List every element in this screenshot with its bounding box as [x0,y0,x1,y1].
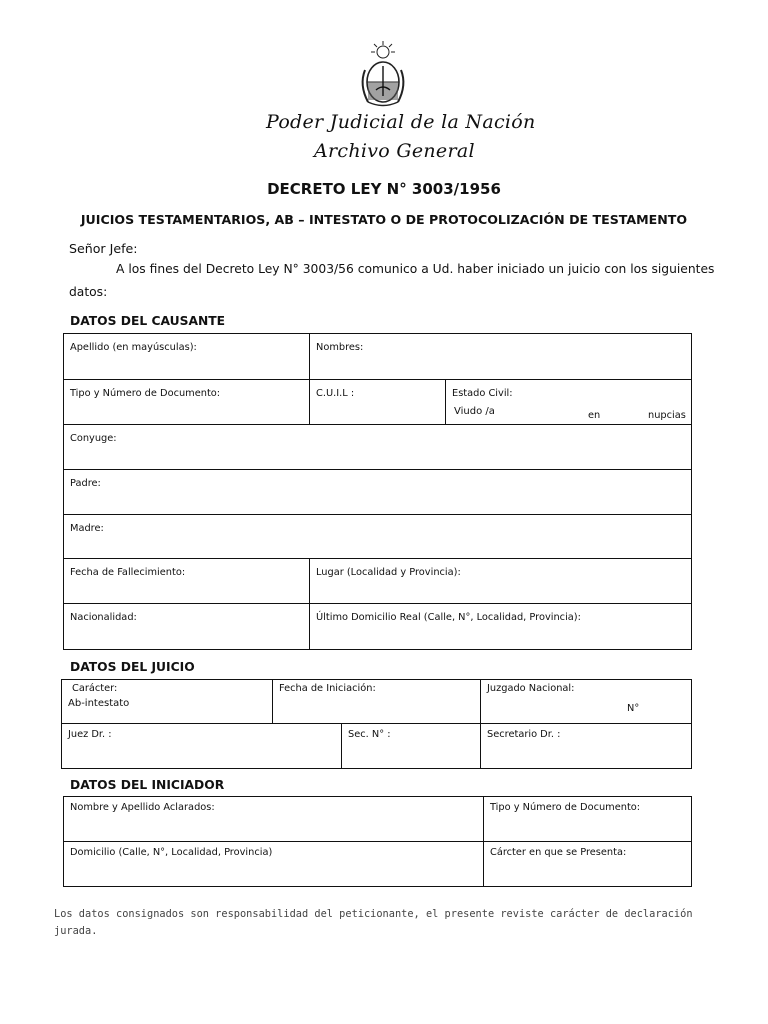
juez-field[interactable]: Juez Dr. : [62,724,342,769]
padre-field[interactable]: Padre: [64,470,692,515]
caracter-field[interactable]: Carácter: Ab-intestato [62,680,273,724]
intro-text: A los fines del Decreto Ley N° 3003/56 comunico a Ud. haber iniciado un juicio con los siguientes [116,262,715,276]
footer-declaration: Los datos consignados son responsabilidad del peticionante, el presente reviste carácter de declaración jurada. [54,908,693,937]
iniciador-table [63,796,692,887]
salutation: Señor Jefe: [69,241,138,256]
nacionalidad-field[interactable]: Nacionalidad: [64,604,310,650]
secretario-field[interactable]: Secretario Dr. : [481,724,692,769]
institution-name: Poder Judicial de la Nación [266,111,536,133]
nombre-iniciador-field[interactable]: Nombre y Apellido Aclarados: [64,797,484,842]
intro-text-continued: datos: [69,285,108,299]
domicilio-real-field[interactable]: Último Domicilio Real (Calle, N°, Localidad, Provincia): [310,604,692,650]
institution-department: Archivo General [314,140,475,162]
domicilio-iniciador-field[interactable]: Domicilio (Calle, N°, Localidad, Provincia) [64,842,484,887]
section-heading-causante: DATOS DEL CAUSANTE [70,314,226,328]
fecha-fallecimiento-field[interactable]: Fecha de Fallecimiento: [64,559,310,604]
juicio-table [61,679,692,769]
causante-table [63,333,692,650]
estado-civil-value: Viudo /a en nupcias [454,406,686,421]
section-heading-iniciador: DATOS DEL INICIADOR [70,778,225,792]
lugar-field[interactable]: Lugar (Localidad y Provincia): [310,559,692,604]
nombres-field[interactable]: Nombres: [310,334,692,380]
argentina-coat-of-arms-icon [356,40,410,110]
juzgado-field[interactable]: Juzgado Nacional: N° [481,680,692,724]
conyuge-field[interactable]: Conyuge: [64,425,692,470]
document-subtitle: JUICIOS TESTAMENTARIOS, AB – INTESTATO O DE PROTOCOLIZACIÓN DE TESTAMENTO [80,212,688,227]
madre-field[interactable]: Madre: [64,515,692,559]
apellido-field[interactable]: Apellido (en mayúsculas): [64,334,310,380]
caracter-presenta-field[interactable]: Cárcter en que se Presenta: [484,842,692,887]
fecha-iniciacion-field[interactable]: Fecha de Iniciación: [273,680,481,724]
juzgado-numero-label: N° [627,703,640,714]
documento-iniciador-field[interactable]: Tipo y Número de Documento: [484,797,692,842]
document-title: DECRETO LEY N° 3003/1956 [267,180,501,198]
sec-field[interactable]: Sec. N° : [342,724,481,769]
documento-field[interactable]: Tipo y Número de Documento: [64,380,310,425]
cuil-field[interactable]: C.U.I.L : [310,380,446,425]
estado-civil-field[interactable]: Estado Civil: Viudo /a en nupcias [446,380,692,425]
section-heading-juicio: DATOS DEL JUICIO [70,660,195,674]
